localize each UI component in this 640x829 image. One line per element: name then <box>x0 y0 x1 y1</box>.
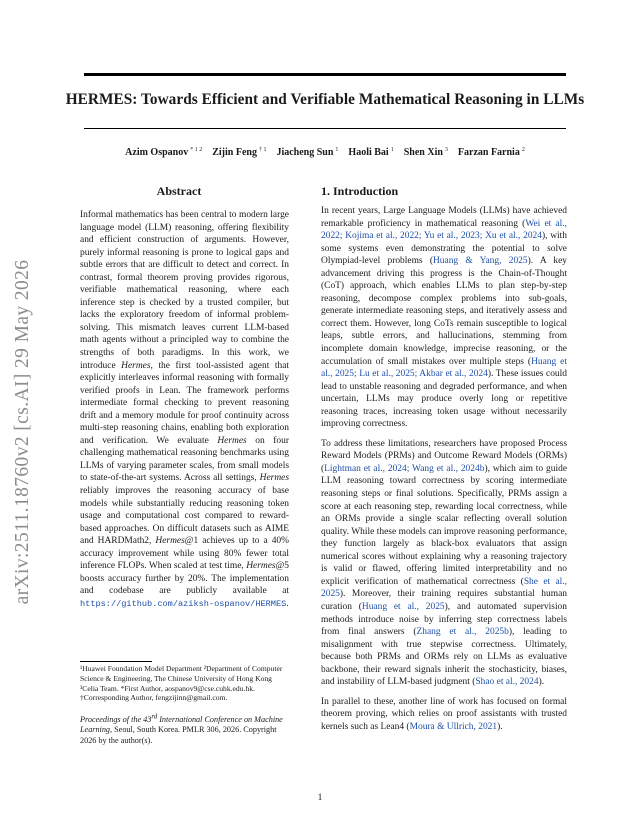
citation-link[interactable]: Lightman et al., 2024; Wang et al., 2024b <box>324 463 485 474</box>
arxiv-side-stamp <box>5 222 41 642</box>
intro-text: ), which aim to guide LLM reasoning toward correctness by scoring intermediate reasoning steps or final solutions. Specifically, PRMs assign a score at each reasoning step, rewarding local correctness, while an ORMs provide a single scalar reflecting overall solution quality. While these models can improve reasoning performance, they function largely as black-box evaluators that assign numerical scores without explaining why a reasoning trajectory is valid or flawed, offering limited interpretability and no explicit verification of mathematical correctness ( <box>321 463 568 587</box>
intro-text: ), leading to misalignment with true stepwise correctness. Ultimately, because both PRMs and ORMs rely on LLMs as evaluative backbone, their reward signals inherit the stochasticity, biases, and instability of LLM-based judgment ( <box>321 627 568 688</box>
arxiv-id[interactable]: arXiv:2511.18760v2 [cs.AI] 29 May 2026 <box>12 259 33 605</box>
abstract-text: reliably improves the reasoning accuracy of base models while substantially reducing reasoning token usage and computational cost compared to reward-based approaches. On difficult datasets such as AIME and HARDMath2, <box>80 486 289 547</box>
proceedings-text: Proceedings of the <box>80 714 144 724</box>
proceedings-text: International Conference on Machine Learning <box>80 714 283 735</box>
author-affiliation-mark: * 1 2 <box>190 147 203 153</box>
author-name: Azim Ospanov <box>125 147 189 159</box>
hermes-name: Hermes <box>155 536 185 547</box>
abstract-text: on four challenging mathematical reasoning benchmarks using LLMs of varying parameter scales, from small models to state-of-the-art systems. Across all settings, <box>80 435 289 484</box>
proceedings-text: , Seoul, South Korea. PMLR 306, 2026. Copyright 2026 by the author(s). <box>80 725 277 745</box>
hermes-name: Hermes <box>217 435 247 446</box>
footnote-rule <box>80 661 152 662</box>
author-affiliation-mark: 1 <box>390 147 394 153</box>
author-affiliation-mark: 1 <box>335 147 339 153</box>
citation-link[interactable]: Huang & Yang, 2025 <box>432 256 528 267</box>
intro-text: ). A key advancement driving this progress is the Chain-of-Thought (CoT) approach, which enables LLMs to plan step-by-step reasoning, decompose complex problems into sub-goals, generate intermediate reasoning steps, and iteratively assess and correct them. However, long CoTs remain susceptible to logical leaps, subtle errors, and hallucinations, stemming from incomplete domain knowledge, imprecise reasoning, or the accumulation of small mistakes over multiple steps ( <box>321 256 567 367</box>
codebase-link[interactable]: https://github.com/aziksh-ospanov/HERMES <box>80 598 287 609</box>
author-name: Shen Xin <box>403 147 443 159</box>
proceedings-note <box>80 712 289 747</box>
abstract-text: . <box>286 598 289 609</box>
intro-text: ). <box>497 721 503 732</box>
author-name: Zijin Feng <box>212 147 257 159</box>
citation-link[interactable]: She et al., 2025 <box>321 576 567 600</box>
intro-text: To address these limitations, researchers have proposed Process Reward Models (PRMs) and Outcome Reward Models (ORMs)( <box>321 438 567 474</box>
intro-text: ), with some systems even demonstrating the potential to solve Olympiad-level problems ( <box>321 231 567 267</box>
author-name: Farzan Farnia <box>457 147 520 159</box>
intro-text: In parallel to these, another line of work has focused on formal theorem proving, which relies on proof assistants with trusted kernels such as Lean4 ( <box>321 696 567 732</box>
hermes-name: Hermes <box>259 473 289 484</box>
author-affiliation-mark: † 1 <box>258 147 267 153</box>
author-affiliation-mark: 3 <box>444 147 448 153</box>
author-list <box>60 147 590 158</box>
abstract-text: , the first tool-assisted agent that explicitly interleaves informal reasoning with formally verified proofs in Lean. The framework performs intermediate formal checking to prevent reasoning drift and a memory module for proof continuity across multi-step reasoning chains, enabling both exploration and verification. We evaluate <box>80 360 289 446</box>
page-number: 1 <box>317 793 323 803</box>
proceedings-ordinal: 43 <box>143 714 152 724</box>
citation-link[interactable]: Zhang et al., 2025b <box>416 627 509 638</box>
citation-link[interactable]: Huang et al., 2025 <box>361 601 445 612</box>
intro-text: ). <box>538 677 545 688</box>
intro-paragraph <box>321 438 567 689</box>
intro-text: ), and automated supervision methods introduce noise by inferring step correctness labels from final answers ( <box>321 601 567 638</box>
abstract-text: Informal mathematics has been central to modern large language model (LLM) reasoning, offering flexibility and efficient construction of arguments. However, purely informal reasoning is prone to logical gaps and subtle errors that are difficult to detect and correct. In contrast, formal theorem proving provides rigorous, verifiable mathematical reasoning, where each inference step is checked by a trusted compiler, but lacks the exploratory freedom of informal problem-solving. This mismatch leaves current LLM-based math agents without a principled way to combine the strengths of both paradigms. In this work, we introduce <box>80 210 289 371</box>
abstract-heading: Abstract <box>156 184 202 198</box>
title-rule-top <box>84 73 566 76</box>
author-affiliation-mark: 2 <box>521 147 525 153</box>
abstract-body <box>80 209 289 611</box>
citation-link[interactable]: Wei et al., 2022; Kojima et al., 2022; Yu et al., 2023; Xu et al., 2024 <box>321 218 567 242</box>
intro-body <box>321 205 567 740</box>
citation-link[interactable]: Shao et al., 2024 <box>475 677 539 688</box>
title-rule-bottom <box>84 128 566 129</box>
intro-text: ). Moreover, their training requires substantial human curation ( <box>321 589 567 612</box>
author-name: Jiacheng Sun <box>276 147 334 159</box>
intro-text: In recent years, Large Language Models (LLMs) have achieved remarkable proficiency in mathematical reasoning ( <box>321 206 567 229</box>
author-name: Haoli Bai <box>348 147 389 159</box>
citation-link[interactable]: Huang et al., 2025; Lu et al., 2025; Akbar et al., 2024 <box>321 356 567 380</box>
intro-text: ). These issues could lead to unstable reasoning and degraded performance, and when uncertain, LLMs may produce overly long or repetitive reasoning traces, increasing token usage without necessarily improving correctness. <box>321 369 567 430</box>
hermes-name: Hermes <box>246 561 276 572</box>
abstract-text: @5 boosts accuracy further by 20%. The implementation and codebase are publicly available at <box>80 561 289 597</box>
hermes-name: Hermes <box>121 360 151 371</box>
affiliation-footnote: ¹Huawei Foundation Model Department ²Department of Computer Science & Engineering, The Chinese University of Hong Kong ³Celia Team. *First Author, aospanov9@cse.cuhk.edu.hk. †Corresponding Author, fengzijinn@gmail.com. <box>80 664 283 703</box>
intro-heading: 1. Introduction <box>321 184 399 198</box>
abstract-text: @1 achieves up to a 40% accuracy improvement while using 80% fewer total inference FLOPs. When scaled at test time, <box>80 536 289 572</box>
paper-title: HERMES: Towards Efficient and Verifiable Mathematical Reasoning in LLMs <box>65 91 585 108</box>
intro-paragraph <box>321 205 567 431</box>
citation-link[interactable]: Moura & Ullrich, 2021 <box>409 721 498 732</box>
intro-paragraph <box>321 696 567 734</box>
proceedings-ordinal-suffix: rd <box>151 713 158 720</box>
